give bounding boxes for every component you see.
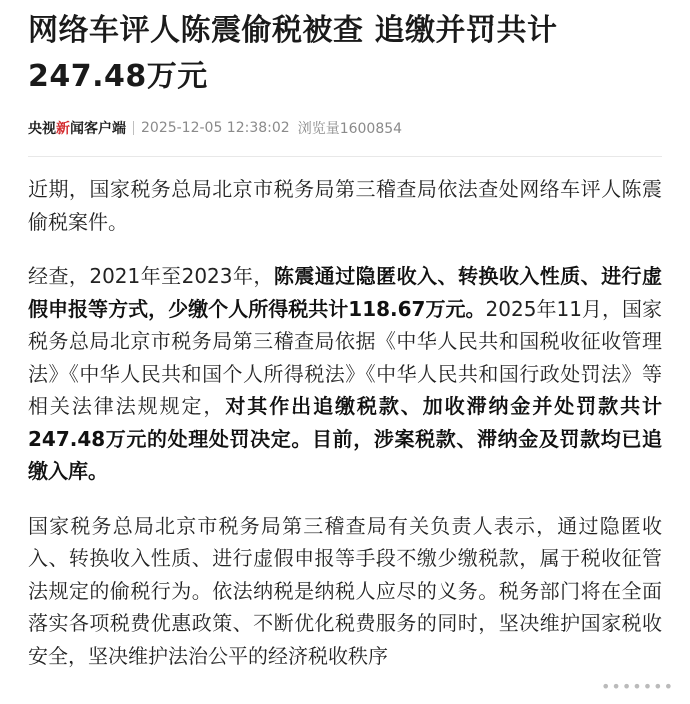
source-name[interactable] [28, 118, 126, 138]
paragraph-2-bold-a: 陈震通过隐匿收入、转换收入性质、进行虚假申报等方式，少缴个人所得税共计118.67万元。 [28, 264, 663, 321]
view-count: 浏览量1600854 [297, 121, 403, 137]
more-dots-icon: ••••••• [600, 676, 674, 696]
source-highlight: 新 [56, 121, 70, 137]
publish-datetime: 2025-12-05 12:38:02 [141, 120, 290, 136]
article-meta [28, 116, 662, 140]
paragraph-3: 国家税务总局北京市税务局第三稽查局有关负责人表示，通过隐匿收入、转换收入性质、进行虚假申报等手段不缴少缴税款，属于税收征管法规定的偷税行为。依法纳税是纳税人应尽的义务。税务部门将在全面落实各项税费优惠政策、不断优化税费服务的同时，坚决维护国家税收安全，坚决维护法治公平的经济税收秩序 [28, 513, 662, 668]
paragraph-1: 近期，国家税务总局北京市税务局第三稽查局依法查处网络车评人陈震偷税案件。 [28, 177, 662, 234]
truncation-fade [520, 668, 690, 704]
paragraph-2-text-b: 2025年11月，国家税务总局北京市税务局第三稽查局依据《中华人民共和国税收征收管理法》《中华人民共和国个人所得税法》《中华人民共和国行政处罚法》等相关法律法规规定， [28, 296, 662, 418]
source-prefix: 央视 [28, 121, 56, 137]
article-body [28, 173, 662, 672]
article-title: 网络车评人陈震偷税被查 追缴并罚共计247.48万元 [28, 13, 558, 94]
header-divider [28, 156, 662, 157]
meta-separator [133, 121, 134, 135]
paragraph-2 [28, 260, 662, 488]
paragraph-2-bold-b: 对其作出追缴税款、加收滞纳金并处罚款共计247.48万元的处理处罚决定。目前，涉案税款、滞纳金及罚款均已追缴入库。 [28, 394, 663, 483]
paragraph-2-text-a: 经查，2021年至2023年， [28, 264, 274, 288]
source-suffix: 闻客户端 [70, 121, 126, 137]
